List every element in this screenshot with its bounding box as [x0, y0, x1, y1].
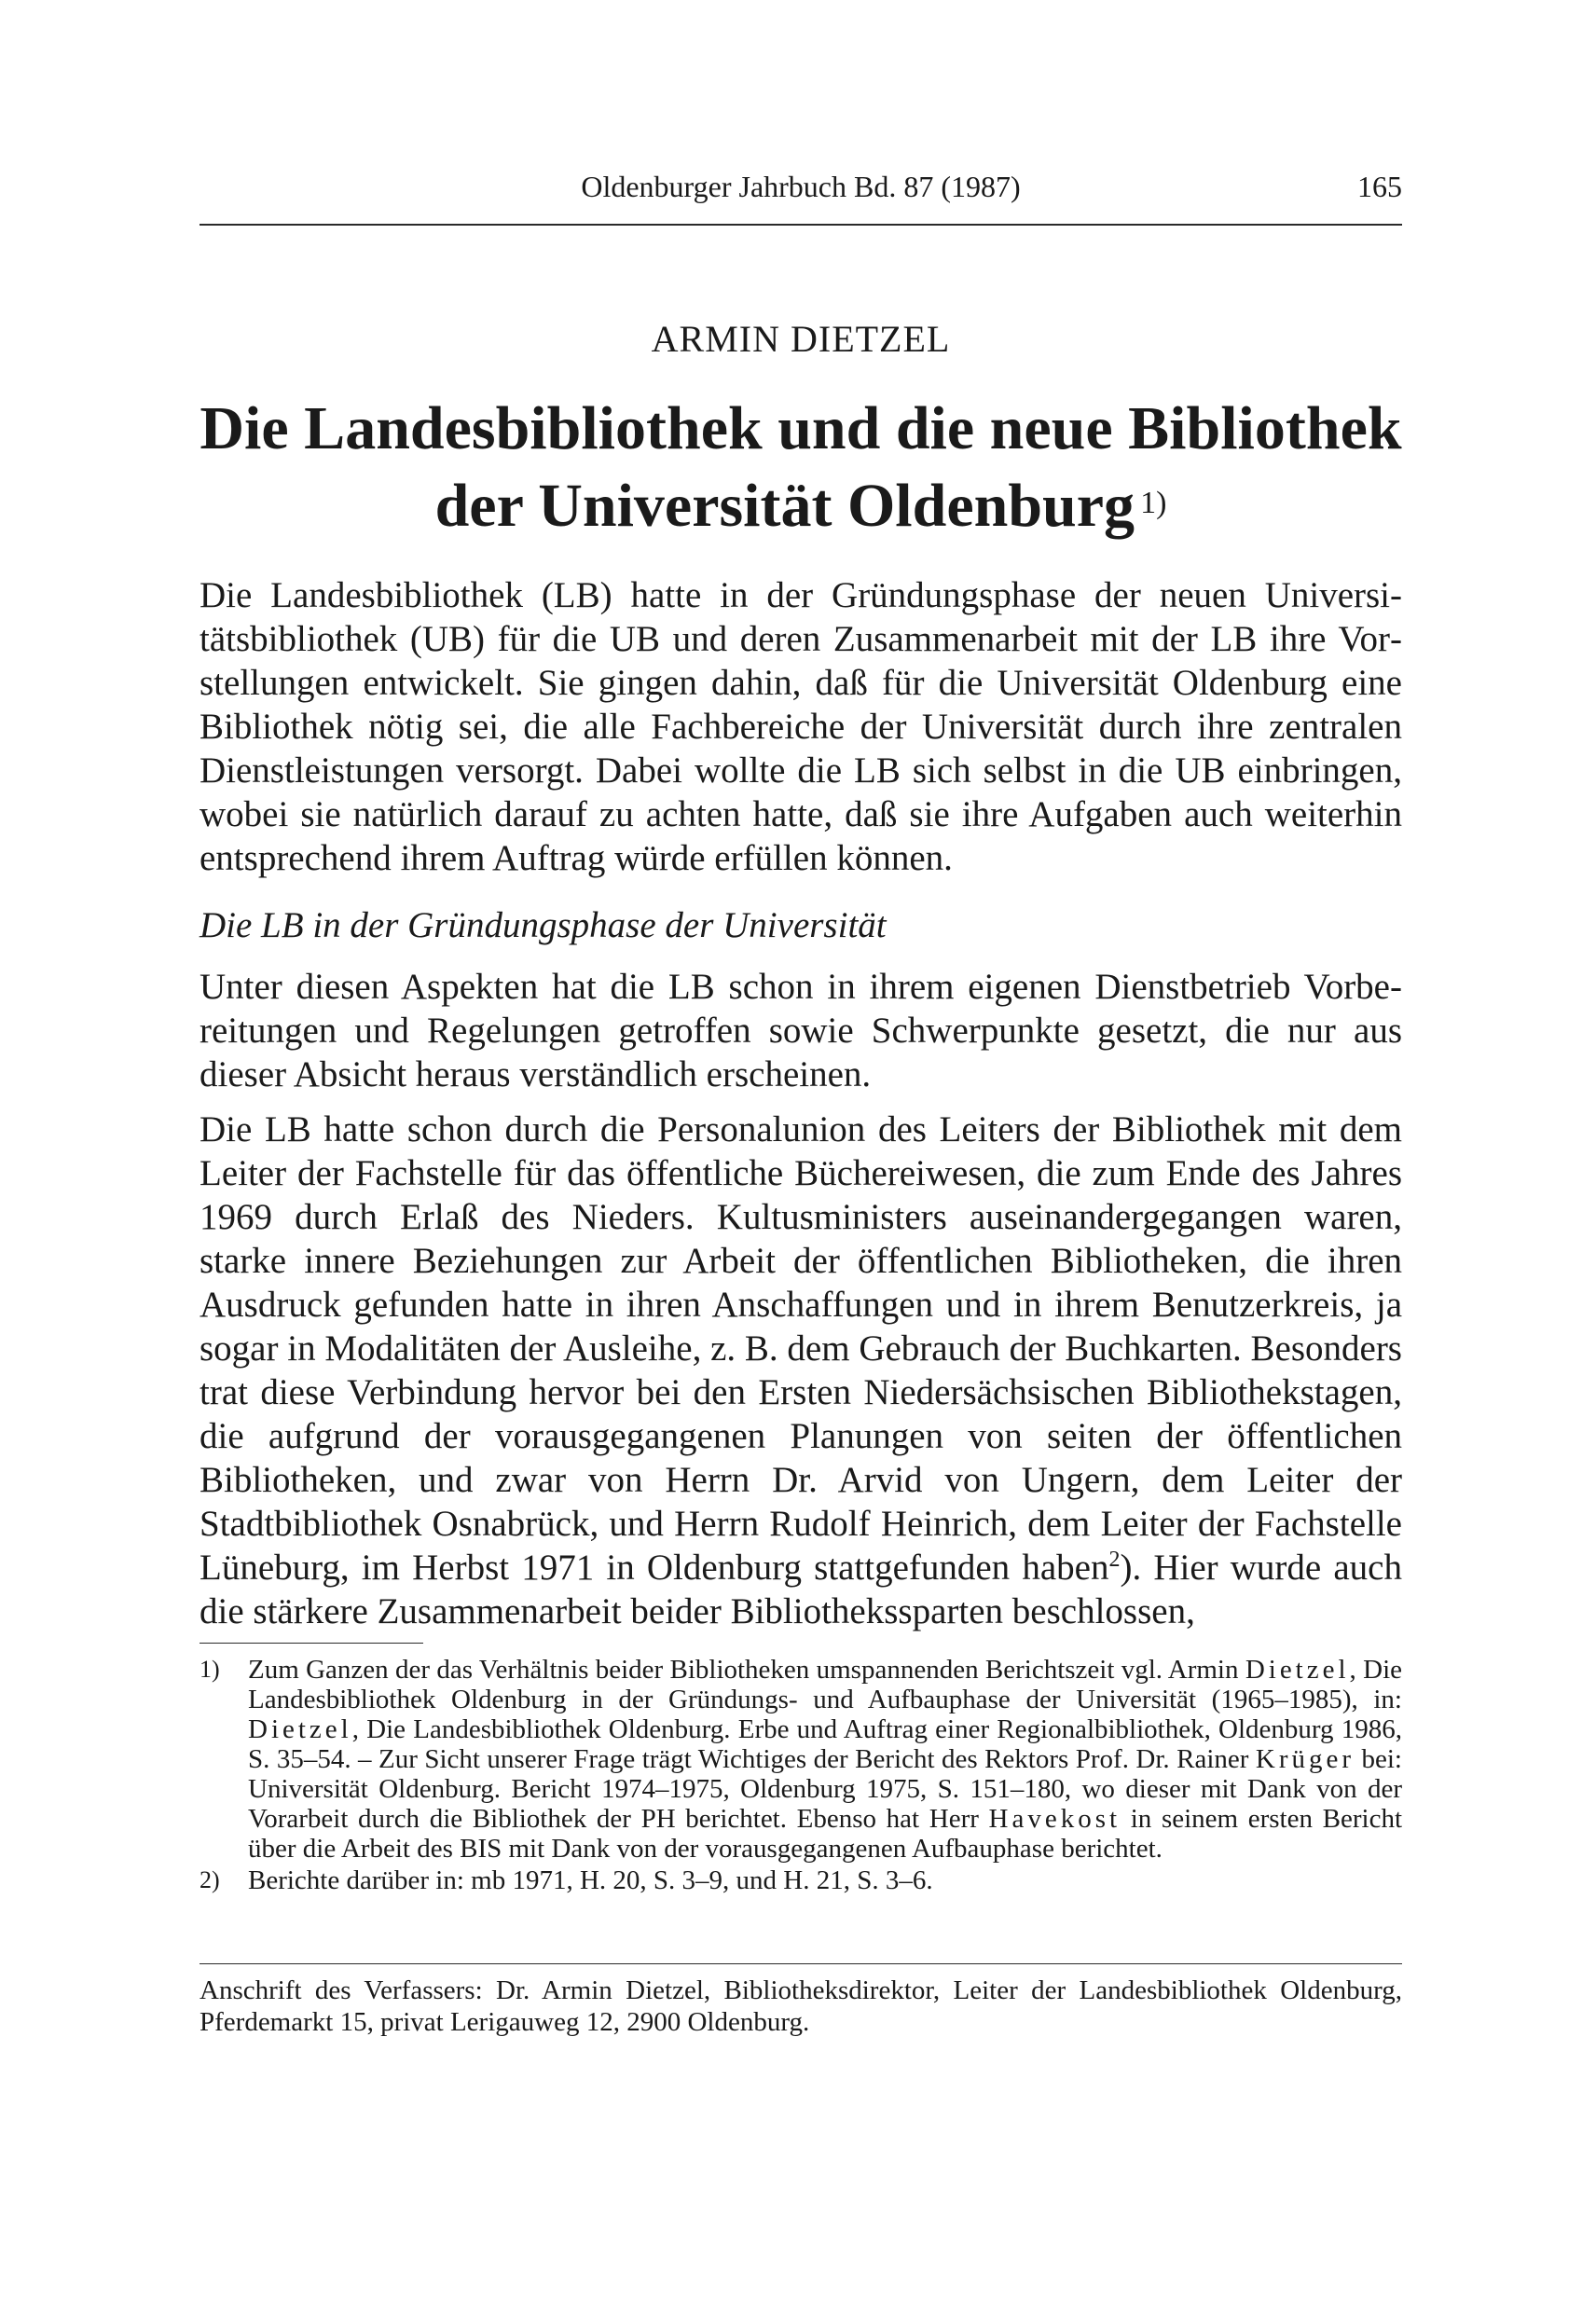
article-title — [200, 392, 1402, 544]
footnote-1-author-name-2: Dietzel — [248, 1714, 352, 1744]
footnote-rule — [200, 1643, 423, 1644]
journal-title: Oldenburger Jahrbuch Bd. 87 (1987) — [581, 170, 1021, 203]
paragraph-3-text: Die LB hatte schon durch die Personalunion des Leiters der Bibliothek mit dem Leiter der Fachstelle für das öffentliche Büchereiwesen, die zum Ende des Jahres 1969 durch Erlaß des Nieders. Kultusministers auseinandergegangen waren, starke innere Beziehungen zur Arbeit der öffentlichen Bibliotheken, die ihren Ausdruck gefunden hatte in ihren Anschaffungen und in ihrem Benutzerkreis, ja sogar in Modalitäten der Ausleihe, z. B. dem Gebrauch der Buchkarten. Besonders trat diese Verbindung hervor bei den Ersten Niedersächsischen Bibliothekstagen, die aufgrund der vorausgegangenen Planungen von seiten der öffentlichen Bibliotheken, und zwar von Herrn Dr. Arvid von Ungern, dem Leiter der Stadtbibliothek Osnabrück, und Herrn Rudolf Heinrich, dem Leiter der Fachstelle Lüneburg, im Herbst 1971 in Oldenburg stattgefunden haben — [200, 1109, 1402, 1588]
title-line-2 — [200, 466, 1402, 544]
header-rule — [200, 224, 1402, 226]
title-footnote-ref[interactable]: 1) — [1140, 486, 1167, 520]
footnote-1-number: 1) — [200, 1656, 220, 1683]
footnote-2 — [200, 1865, 1402, 1895]
footnote-1-part-e: in seinem ersten Bericht über die Arbeit des BIS mit Dank von der vorausgegangenen Aufbauphase berichtet. — [248, 1804, 1402, 1864]
paragraph-3-footnote-ref[interactable]: 2 — [1108, 1548, 1121, 1572]
footnote-1-part-b: , Die Landesbibliothek Oldenburg in der Gründungs- und Aufbauphase der Universität (1965–1985), in: — [248, 1655, 1402, 1714]
footnote-1-author-name: Dietzel — [1245, 1655, 1350, 1685]
paragraph-3 — [200, 1108, 1402, 1633]
section-heading: Die LB in der Gründungsphase der Universität — [200, 905, 887, 945]
paragraph-2: Unter diesen Aspekten hat die LB schon in ihrem eigenen Dienstbetrieb Vorbereitungen und Regelungen getroffen sowie Schwerpunkte gesetzt, die nur aus dieser Absicht heraus verständlich erscheinen. — [200, 967, 1402, 1094]
footnote-1-part-c: , Die Landesbibliothek Oldenburg. Erbe und Auftrag einer Regionalbibliothek, Oldenburg 1986, S. 35–54. – Zur Sicht unserer Frage trägt Wichtiges der Bericht des Rektors Prof. Dr. Rainer — [248, 1714, 1402, 1774]
footnote-1-rector-name: Krüger — [1255, 1744, 1355, 1774]
title-line-1: Die Landesbibliothek und die neue Bibliothek — [200, 394, 1402, 462]
footnote-2-text: Berichte darüber in: mb 1971, H. 20, S. 3–9, und H. 21, S. 3–6. — [248, 1865, 933, 1895]
footnote-2-number: 2) — [200, 1866, 220, 1893]
footnote-1-havekost-name: Havekost — [988, 1804, 1121, 1834]
address-rule — [200, 1963, 1402, 1964]
article-author: ARMIN DIETZEL — [651, 318, 951, 360]
running-head — [200, 170, 1402, 214]
footnotes — [200, 1655, 1402, 1897]
paragraph-1: Die Landesbibliothek (LB) hatte in der Gründungsphase der neuen Universitätsbibliothek (UB) für die UB und deren Zusammenarbeit mit der LB ihre Vorstellungen entwickelt. Sie gingen dahin, daß für die Universität Oldenburg eine Bibliothek nötig sei, die alle Fachbereiche der Universität durch ihre zentralen Dienstleistungen versorgt. Dabei wollte die LB sich selbst in die UB einbringen, wobei sie natürlich darauf zu achten hatte, daß sie ihre Aufgaben auch weiterhin entsprechend ihrem Auftrag würde erfüllen können. — [200, 575, 1402, 878]
footnote-1-part-a: Zum Ganzen der das Verhältnis beider Bibliotheken umspannenden Berichtszeit vgl. Armin — [248, 1655, 1245, 1685]
page-number: 165 — [1357, 170, 1402, 203]
footnote-1-part-d: bei: Universität Oldenburg. Bericht 1974–1975, Oldenburg 1975, S. 151–180, wo dieser mit Dank von der Vorarbeit durch die Bibliothek der PH berichtet. Ebenso hat Herr — [248, 1744, 1402, 1834]
author-address: Anschrift des Verfassers: Dr. Armin Dietzel, Bibliotheksdirektor, Leiter der Landesbibliothek Oldenburg, Pferdemarkt 15, privat Lerigauweg 12, 2900 Oldenburg. — [200, 1975, 1402, 2037]
footnote-1 — [200, 1655, 1402, 1864]
paragraph-3-text-after: ). Hier wurde auch die stärkere Zusammenarbeit beider Bibliothekssparten beschlossen, — [200, 1548, 1402, 1631]
title-line-2-text: der Universität Oldenburg — [434, 472, 1135, 540]
footnote-1-text — [248, 1655, 1402, 1864]
